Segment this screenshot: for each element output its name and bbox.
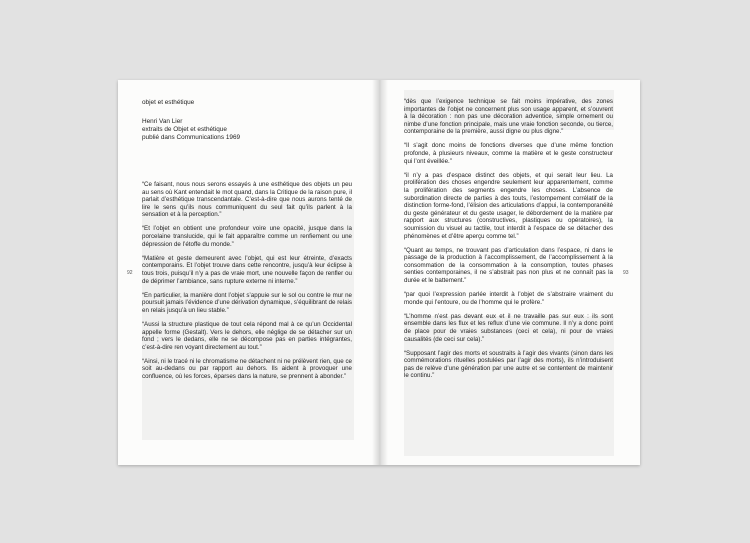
source-line-2: publié dans Communications 1969 xyxy=(142,134,241,141)
source-line-1: extraits de Objet et esthétique xyxy=(142,126,227,133)
page-number-left: 92 xyxy=(127,270,133,276)
paragraph: “Ainsi, ni le tracé ni le chromatisme ne détachent ni ne prélèvent rien, que ce soit au-dedans ou par rapport au dehors. Ils aident à provoquer une confluence, où les forces, éparses dans la nature, se prennent à abonder.” xyxy=(142,357,352,380)
paragraph: “Matière et geste demeurent avec l’objet, qui est leur étreinte, d’exacts contemporains. Et l’objet trouve dans cette rencontre, jusqu’à leur éclipse à tous trois, puisqu’il n’y a pas de vraie mort, une nouvelle façon de renfler ou de déprimer l’ambiance, sans rupture externe ni interne.” xyxy=(142,254,352,285)
open-booklet xyxy=(118,80,640,465)
paragraph: “Ce faisant, nous nous serons essayés à une esthétique des objets un peu au sens où Kant entendait le mot quand, dans la Critique de la raison pure, il parlait d’esthétique transcendantale. C’est-à-dire que nous aurons tenté de lire le sens qu’ils nous communiquent du seul fait qu’ils parlent à la sensation et à la perception.” xyxy=(142,181,352,219)
page-number-right: 93 xyxy=(623,270,629,276)
paragraph: “Il s’agit donc moins de fonctions diverses que d’une même fonction profonde, à plusieurs niveaux, comme la matière et le geste constructeur qui l’ont éveillée.” xyxy=(404,142,613,165)
right-body-text xyxy=(404,98,613,387)
book-gutter xyxy=(372,80,388,465)
section-title: objet et esthétique xyxy=(142,99,195,106)
paragraph: “dès que l’exigence technique se fait moins impérative, des zones importantes de l’objet ne concernent plus son usage apparent, et s’ouvrent à la décoration : non pas une décoration adventice, simple ornement ou nimbe d’une fonction principale, mais une vraie fonction seconde, ou tierce, contemporaine de la première, aussi digne ou plus digne.” xyxy=(404,98,613,136)
paragraph: “Et l’objet en obtient une profondeur voire une opacité, jusque dans la porcelaine translucide, qui le fait apparaître comme un renfiement ou une dépression de l’étoffe du monde.” xyxy=(142,225,352,248)
paragraph: “Quant au temps, ne trouvant pas d’articulation dans l’espace, ni dans le passage de la production à l’accomplissement, de l’accomplissement à la consommation de la consommation à la consomption, toutes phases senties contemporaines, il ne s’abstrait pas non plus et ne connaît pas la durée et le battement.” xyxy=(404,246,613,284)
paragraph: “par quoi l’expression parlée interdit à l’objet de s’abstraire vraiment du monde qui l’entoure, ou de l’homme qui le profère.” xyxy=(404,291,613,306)
left-page xyxy=(118,80,379,465)
left-body-text xyxy=(142,181,352,387)
right-page xyxy=(379,80,640,465)
paragraph: “Supposant l’agir des morts et soustraits à l’agir des vivants (sinon dans les commémorations rituelles postulées par l’agir des morts), ils n’introduisent pas de relève d’une génération par une autre et se contentent de maintenir le continu.” xyxy=(404,349,613,380)
paragraph: “il n’y a pas d’espace distinct des objets, et qui serait leur lieu. La prolifération des choses engendre seulement leur apparentement, comme la prolifération des segments engendre les choses. L’absence de subordination directe de parties à des touts, l’estompement corrélatif de la distinction forme-fond, l’élision des articulations d’appui, la contemporanéité du geste générateur et du geste usager, le débordement de la matière par rapport aux structures (constructives, plastiques ou opératoires), la soumission du visuel au tactile, tout interdit à l’espace de se détacher des phénomènes et d’être aperçu comme tel.” xyxy=(404,171,613,240)
author-name: Henri Van Lier xyxy=(142,118,183,125)
paragraph: “Aussi la structure plastique de tout cela répond mal à ce qu’un Occidental appelle forme (Gestalt). Vers le dehors, elle néglige de se détacher sur un fond ; vers le dedans, elle ne se décompose pas en parties intégrantes, c’est-à-dire ren voyant directement au tout.” xyxy=(142,320,352,351)
paragraph: “En particulier, la manière dont l’objet s’appuie sur le sol ou contre le mur ne poursuit jamais l’évidence d’une dérivation dynamique, s’équilibrant de relais en relais jusqu’à un lieu stable.” xyxy=(142,291,352,314)
paragraph: “L’homme n’est pas devant eux et il ne travaille pas sur eux : ils sont ensemble dans les flux et les reflux d’une vie commune. Il n’y a donc point de place pour de vraies substances (ceci et cela), ni pour de vraies causalités (de ceci sur cela).” xyxy=(404,312,613,343)
